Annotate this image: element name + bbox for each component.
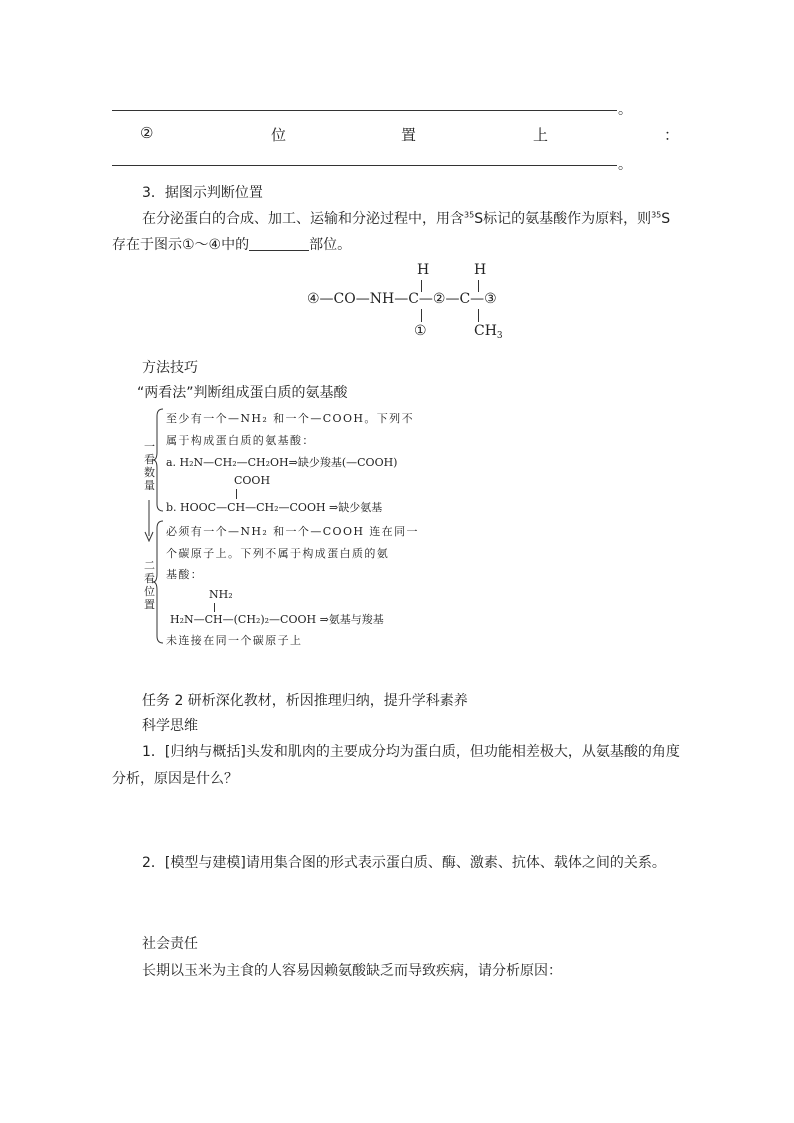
look2-nh2: NH₂ <box>209 588 233 601</box>
formula-bond-down-1 <box>421 309 422 322</box>
answer-line-2 <box>112 165 617 166</box>
formula-bond-down-2 <box>478 309 479 322</box>
look1-line2: 属于构成蛋白质的氨基酸： <box>166 434 315 447</box>
task2-title: 任务 2 研析深化教材，析因推理归纳，提升学科素养 <box>142 693 468 709</box>
section-3-title: 3．据图示判断位置 <box>142 185 263 201</box>
formula-main-chain: ④—CO—NH—C—②—C—③ <box>307 291 497 307</box>
answer-blank[interactable] <box>249 236 309 251</box>
question-2: 2．[模型与建模]请用集合图的形式表示蛋白质、酶、激素、抗体、载体之间的关系。 <box>142 855 666 871</box>
look1-item-b: b. HOOC—CH—CH₂—COOH ⇒缺少氨基 <box>166 501 383 514</box>
scientific-thinking-heading: 科学思维 <box>142 718 198 734</box>
formula-ch3: $CH_3$ <box>474 323 503 341</box>
answer-line-1 <box>112 110 617 111</box>
look1-label: 一看数量 <box>144 440 155 492</box>
brace-2 <box>152 520 164 644</box>
formula-h2: H <box>474 262 487 278</box>
line-end-2: 。 <box>618 157 632 173</box>
question-1-line1: 1．[归纳与概括]头发和肌肉的主要成分均为蛋白质，但功能相差极大，从氨基酸的角度 <box>142 744 680 760</box>
section-3-paragraph-line1: 在分泌蛋白的合成、加工、运输和分泌过程中，用含$^{35}$S标记的氨基酸作为原料，则$^{35}$S <box>142 210 671 227</box>
pos2-char-wei: 位 <box>271 126 287 144</box>
look1-item-a: a. H₂N—CH₂—CH₂OH⇒缺少羧基(—COOH) <box>166 456 398 469</box>
look2-line3: 基酸： <box>166 568 204 581</box>
social-responsibility-heading: 社会责任 <box>142 936 198 952</box>
look2-label: 二看位置 <box>144 559 155 611</box>
method-subtitle: “两看法”判断组成蛋白质的氨基酸 <box>137 385 348 401</box>
question-1-line2: 分析，原因是什么？ <box>112 771 238 787</box>
pos2-char-zhi: 置 <box>401 126 417 144</box>
look2-formula: H₂N—CH—(CH₂)₂—COOH ⇒氨基与羧基 <box>170 613 384 626</box>
look2-line1: 必须有一个—NH₂ 和一个—COOH 连在同一 <box>166 525 419 538</box>
look1-line1: 至少有一个—NH₂ 和一个—COOH。下列不 <box>166 412 414 425</box>
formula-h1: H <box>417 262 430 278</box>
look2-line4: 未连接在同一个碳原子上 <box>166 634 303 647</box>
formula-circled-1: ① <box>414 323 427 339</box>
question-3: 长期以玉米为主食的人容易因赖氨酸缺乏而导致疾病，请分析原因： <box>142 963 562 979</box>
pos2-char-shang: 上 <box>533 126 549 144</box>
pos2-circled-2: ② <box>140 124 154 142</box>
section-3-paragraph-line2: 存在于图示①～④中的 部位。 <box>112 237 352 253</box>
brace-1 <box>152 408 164 512</box>
line-end-1: 。 <box>618 102 632 118</box>
method-title: 方法技巧 <box>142 360 198 376</box>
look1-item-b-cooh: COOH <box>234 474 271 487</box>
look1-item-b-bond <box>236 489 237 499</box>
pos2-colon: ： <box>664 126 680 144</box>
look2-line2: 个碳原子上。下列不属于构成蛋白质的氨 <box>166 547 390 560</box>
